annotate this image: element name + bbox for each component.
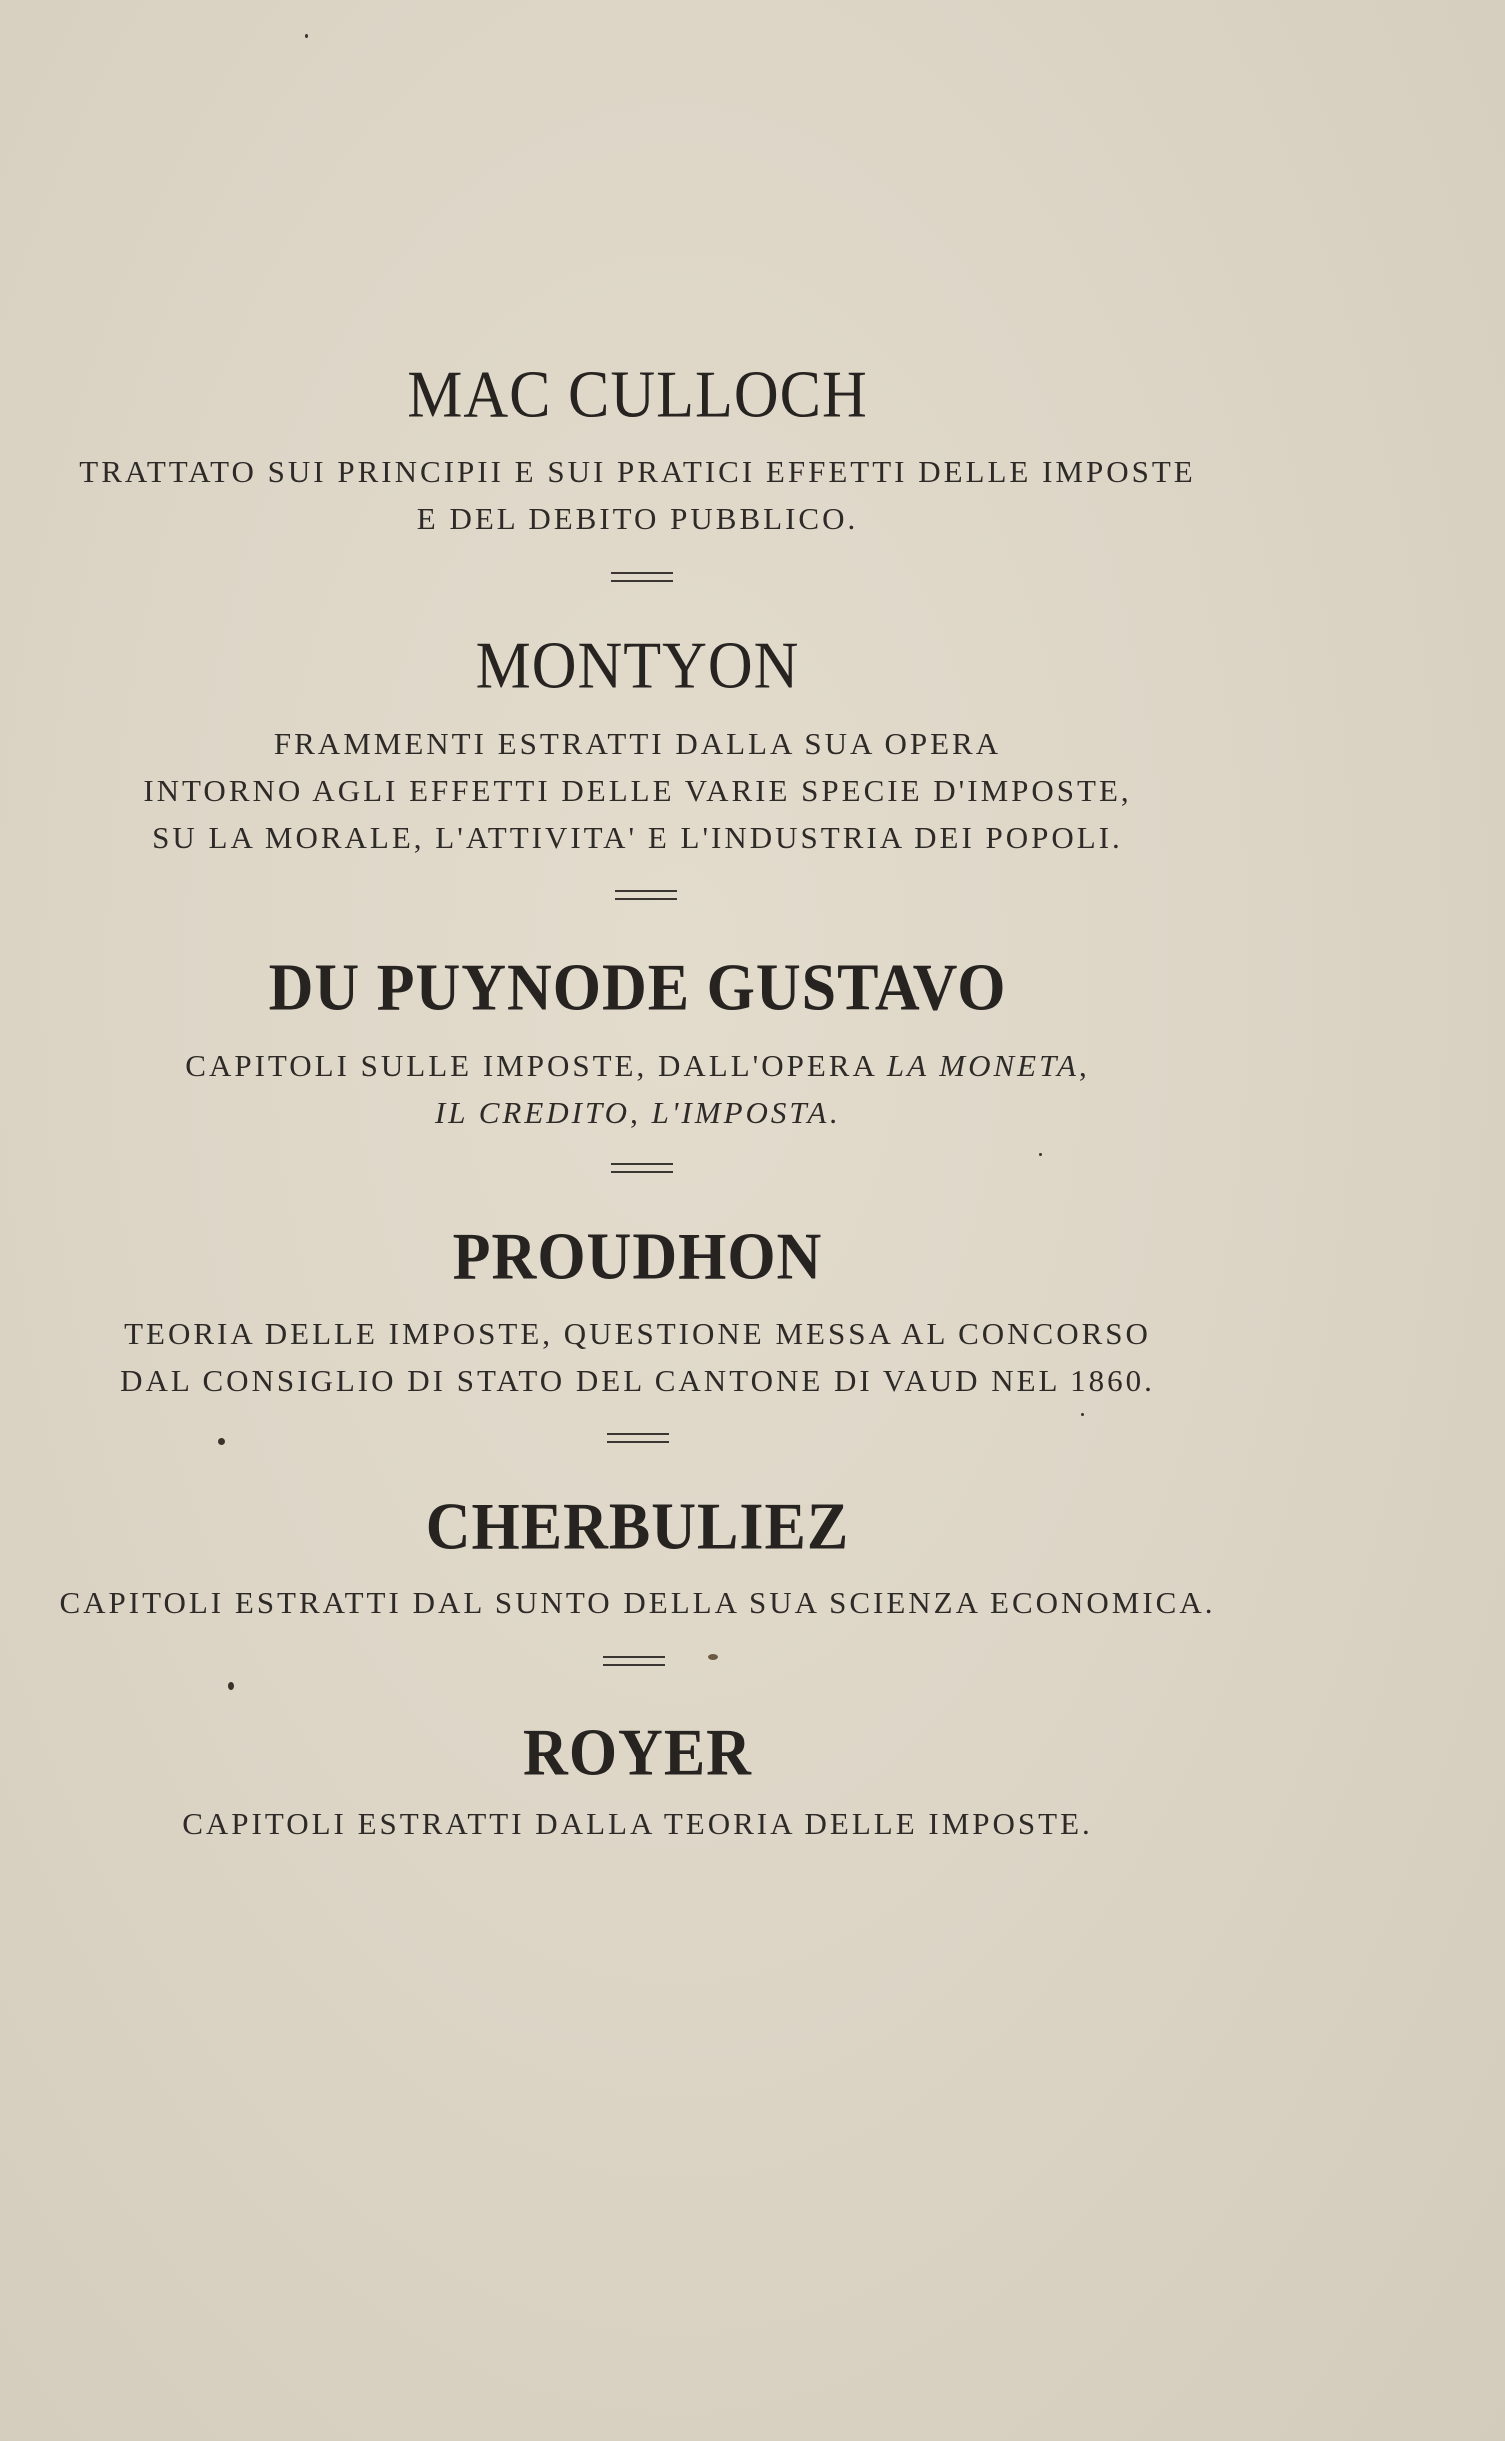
paper-speck bbox=[708, 1654, 718, 1660]
double-rule-separator bbox=[607, 1433, 669, 1443]
work-description-line: E DEL DEBITO PUBBLICO. bbox=[416, 501, 859, 536]
author-heading-du-puynode-gustavo: DU PUYNODE GUSTAVO bbox=[268, 951, 1007, 1025]
punctuation: . bbox=[829, 1095, 841, 1130]
paper-speck bbox=[1039, 1153, 1042, 1156]
paper-speck bbox=[228, 1682, 234, 1690]
work-description-line: TRATTATO SUI PRINCIPII E SUI PRATICI EFFETTI DELLE IMPOSTE bbox=[79, 454, 1196, 489]
double-rule-separator bbox=[611, 572, 673, 582]
punctuation: , bbox=[630, 1095, 652, 1130]
work-description-line bbox=[0, 1090, 1275, 1136]
author-heading-montyon: MONTYON bbox=[475, 629, 800, 703]
author-heading-mac-culloch: MAC CULLOCH bbox=[407, 358, 868, 432]
work-description-line: CAPITOLI ESTRATTI DALLA TEORIA DELLE IMPOSTE. bbox=[182, 1806, 1093, 1841]
work-description-line bbox=[0, 1043, 1275, 1089]
work-description-line: DAL CONSIGLIO DI STATO DEL CANTONE DI VAUD NEL 1860. bbox=[120, 1363, 1155, 1398]
double-rule-separator bbox=[603, 1656, 665, 1666]
work-title-italic: IL CREDITO bbox=[434, 1095, 631, 1130]
author-heading-proudhon: PROUDHON bbox=[452, 1220, 823, 1294]
double-rule-separator bbox=[615, 890, 677, 900]
work-description-line: INTORNO AGLI EFFETTI DELLE VARIE SPECIE D'IMPOSTE, bbox=[143, 773, 1132, 808]
paper-speck bbox=[218, 1438, 225, 1445]
work-description-line: CAPITOLI ESTRATTI DAL SUNTO DELLA SUA SCIENZA ECONOMICA. bbox=[59, 1585, 1216, 1620]
author-heading-royer: ROYER bbox=[523, 1716, 752, 1790]
author-heading-cherbuliez: CHERBULIEZ bbox=[425, 1490, 850, 1564]
work-title-italic: LA MONETA bbox=[886, 1048, 1079, 1083]
punctuation: , bbox=[1078, 1048, 1090, 1083]
paper-speck bbox=[305, 34, 308, 38]
work-title-italic: L'IMPOSTA bbox=[651, 1095, 830, 1130]
work-description-line: FRAMMENTI ESTRATTI DALLA SUA OPERA bbox=[273, 726, 1002, 761]
double-rule-separator bbox=[611, 1163, 673, 1173]
work-description-text: CAPITOLI SULLE IMPOSTE, DALL'OPERA bbox=[185, 1048, 887, 1083]
work-description-line: SU LA MORALE, L'ATTIVITA' E L'INDUSTRIA DEI POPOLI. bbox=[152, 820, 1123, 855]
paper-speck bbox=[1081, 1413, 1084, 1416]
work-description-line: TEORIA DELLE IMPOSTE, QUESTIONE MESSA AL CONCORSO bbox=[124, 1316, 1151, 1351]
